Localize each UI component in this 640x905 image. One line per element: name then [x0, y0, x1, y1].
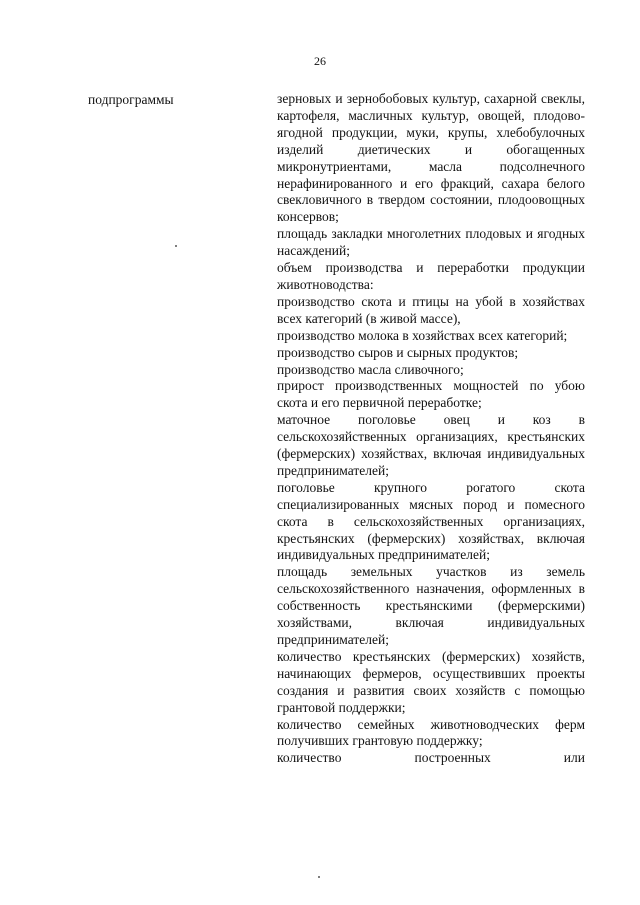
paragraph-milk-production: производство молока в хозяйствах всех категорий;: [277, 327, 568, 343]
paragraph-land-plots: площадь земельных участков из земель сельскохозяйственного назначения, оформленных в собственность крестьянскими (фермерскими) хозяйствами, включая индивидуальных предпринимателей;: [277, 564, 585, 647]
scan-speck: [175, 245, 177, 247]
paragraph-orchard-area: площадь закладки многолетних плодовых и ягодных насаждений;: [277, 226, 585, 259]
paragraph-butter-production: производство масла сливочного;: [277, 361, 464, 377]
indicator-text-column: [277, 91, 585, 767]
paragraph-family-farms: количество семейных животноводческих ферм получивших грантовую поддержку;: [277, 716, 585, 749]
paragraph-cattle-poultry-production: производство скота и птицы на убой в хозяйствах всех категорий (в живой массе),: [277, 293, 585, 326]
paragraph-beef-cattle: поголовье крупного рогатого скота специализированных мясных пород и помесного скота в сельскохозяйственных организациях, крестьянских (фермерских) хозяйствах, включая индивидуальных предпринимателей;: [277, 479, 585, 563]
paragraph-crop-products: зерновых и зернобобовых культур, сахарной свеклы, картофеля, масличных культур, овощей, плодово-ягодной продукции, муки, крупы, хлебобулочных изделий диетических и обогащенных микронутриентами, масла подсолнечного нерафинированного и его фракций, сахара белого свекловичного в твердом состоянии, плодоовощных консервов;: [277, 91, 585, 225]
paragraph-sheep-goats: маточное поголовье овец и коз в сельскохозяйственных организациях, крестьянских (фермерских) хозяйствах, включая индивидуальных предпринимателей;: [277, 412, 585, 478]
paragraph-novice-farmers: количество крестьянских (фермерских) хозяйств, начинающих фермеров, осуществивших проекты создания и развития своих хозяйств с помощью грантовой поддержки;: [277, 648, 585, 715]
scan-speck: [318, 876, 320, 878]
paragraph-slaughter-capacity: прирост производственных мощностей по убою скота и его первичной переработке;: [277, 378, 585, 411]
paragraph-livestock-volume: объем производства и переработки продукции животноводства:: [277, 260, 585, 292]
paragraph-cheese-production: производство сыров и сырных продуктов;: [277, 344, 519, 360]
page-number: 26: [314, 54, 326, 68]
paragraph-built-count: количество построенных или: [277, 750, 585, 766]
section-label: подпрограммы: [88, 92, 174, 107]
